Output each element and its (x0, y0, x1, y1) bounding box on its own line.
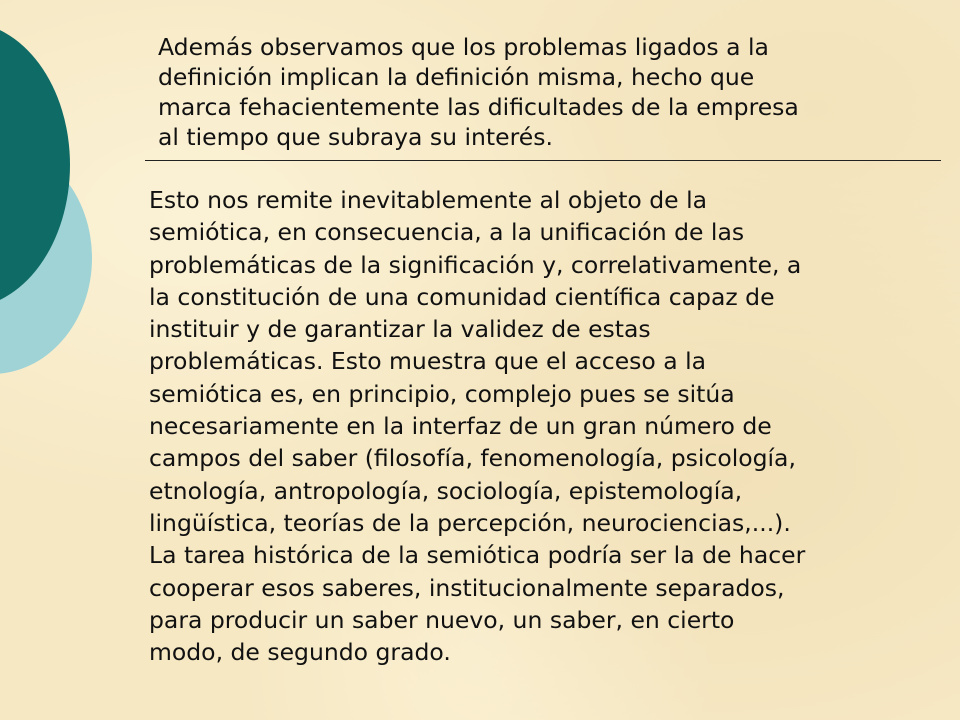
intro-paragraph: Además observamos que los problemas ligados a la definición implican la definición misma, hecho que marca fehacientemente las dificultades de la empresa al tiempo que subraya su interés. (158, 33, 799, 151)
body-paragraph: Esto nos remite inevitablemente al objeto de la semiótica, en consecuencia, a la unificación de las problemáticas de la significación y, correlativamente, a la constitución de una comunidad científica capaz de instituir y de garantizar la validez de estas problemáticas. Esto muestra que el acceso a la semiótica es, en principio, complejo pues se sitúa necesariamente en la interfaz de un gran número de campos del saber (filosofía, fenomenología, psicología, etnología, antropología, sociología, epistemología, lingüística, teorías de la percepción, neurociencias,...). La tarea histórica de la semiótica podría ser la de hacer cooperar esos saberes, institucionalmente separados, para producir un saber nuevo, un saber, en cierto modo, de segundo grado. (149, 186, 806, 667)
horizontal-divider (145, 160, 941, 161)
